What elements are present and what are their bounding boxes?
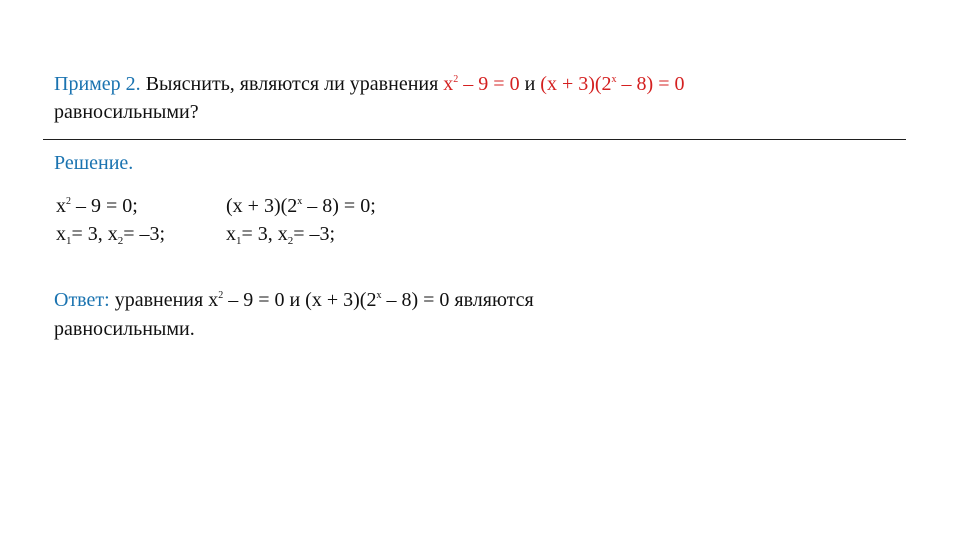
solution-left-line-1 — [56, 192, 165, 220]
solution-right-line-1 — [226, 192, 376, 220]
answer-text-mid: – 9 = 0 и (x + 3)(2 — [228, 289, 377, 311]
left-line1-base: x — [56, 195, 66, 217]
answer-text-prefix: уравнения x — [114, 289, 219, 311]
right-line2-x: x — [226, 223, 236, 245]
right-line2-end: = –3; — [293, 223, 336, 245]
problem-statement — [54, 70, 914, 126]
solution-right-line-2 — [226, 220, 376, 248]
right-line1-power: x — [297, 196, 303, 207]
left-line2-sub1: 1 — [66, 235, 72, 247]
right-line2-sub1: 1 — [236, 235, 242, 247]
problem-question-suffix: равносильными? — [54, 101, 199, 123]
problem-question-prefix: Выяснить, являются ли уравнения — [145, 73, 439, 95]
answer-text-line2: равносильными. — [54, 318, 195, 340]
right-line2-sub2: 2 — [287, 235, 294, 247]
answer-label: Ответ: — [54, 289, 110, 311]
equation-2-part2: – 8) = 0 — [621, 73, 685, 95]
equation-2 — [540, 73, 684, 95]
equation-1 — [443, 73, 519, 95]
left-line1-rest: – 9 = 0; — [76, 195, 138, 217]
right-line1-part1: (x + 3)(2 — [226, 195, 298, 217]
solution-heading: Решение. — [54, 152, 134, 174]
right-line1-part2: – 8) = 0; — [307, 195, 376, 217]
right-line2-mid: = 3, x — [241, 223, 288, 245]
left-line2-sub2: 2 — [117, 235, 124, 247]
problem-label: Пример 2. — [54, 73, 141, 95]
answer-text-suffix: – 8) = 0 являются — [386, 289, 534, 311]
left-line2-mid: = 3, x — [71, 223, 118, 245]
left-line2-end: = –3; — [123, 223, 166, 245]
equation-1-power: 2 — [453, 74, 459, 85]
divider-line — [43, 139, 906, 140]
answer-power-1: 2 — [218, 290, 224, 301]
equation-1-rest: – 9 = 0 — [463, 73, 520, 95]
equation-2-part1: (x + 3)(2 — [540, 73, 612, 95]
problem-conjunction: и — [524, 73, 536, 95]
solution-left-line-2 — [56, 220, 165, 248]
equation-2-power: x — [611, 74, 617, 85]
solution-right-column — [226, 192, 376, 248]
left-line1-power: 2 — [66, 196, 71, 207]
answer-power-2: x — [376, 290, 382, 301]
solution-left-column — [56, 192, 165, 248]
equation-1-base: x — [443, 73, 454, 95]
left-line2-x: x — [56, 223, 66, 245]
answer — [54, 286, 674, 344]
